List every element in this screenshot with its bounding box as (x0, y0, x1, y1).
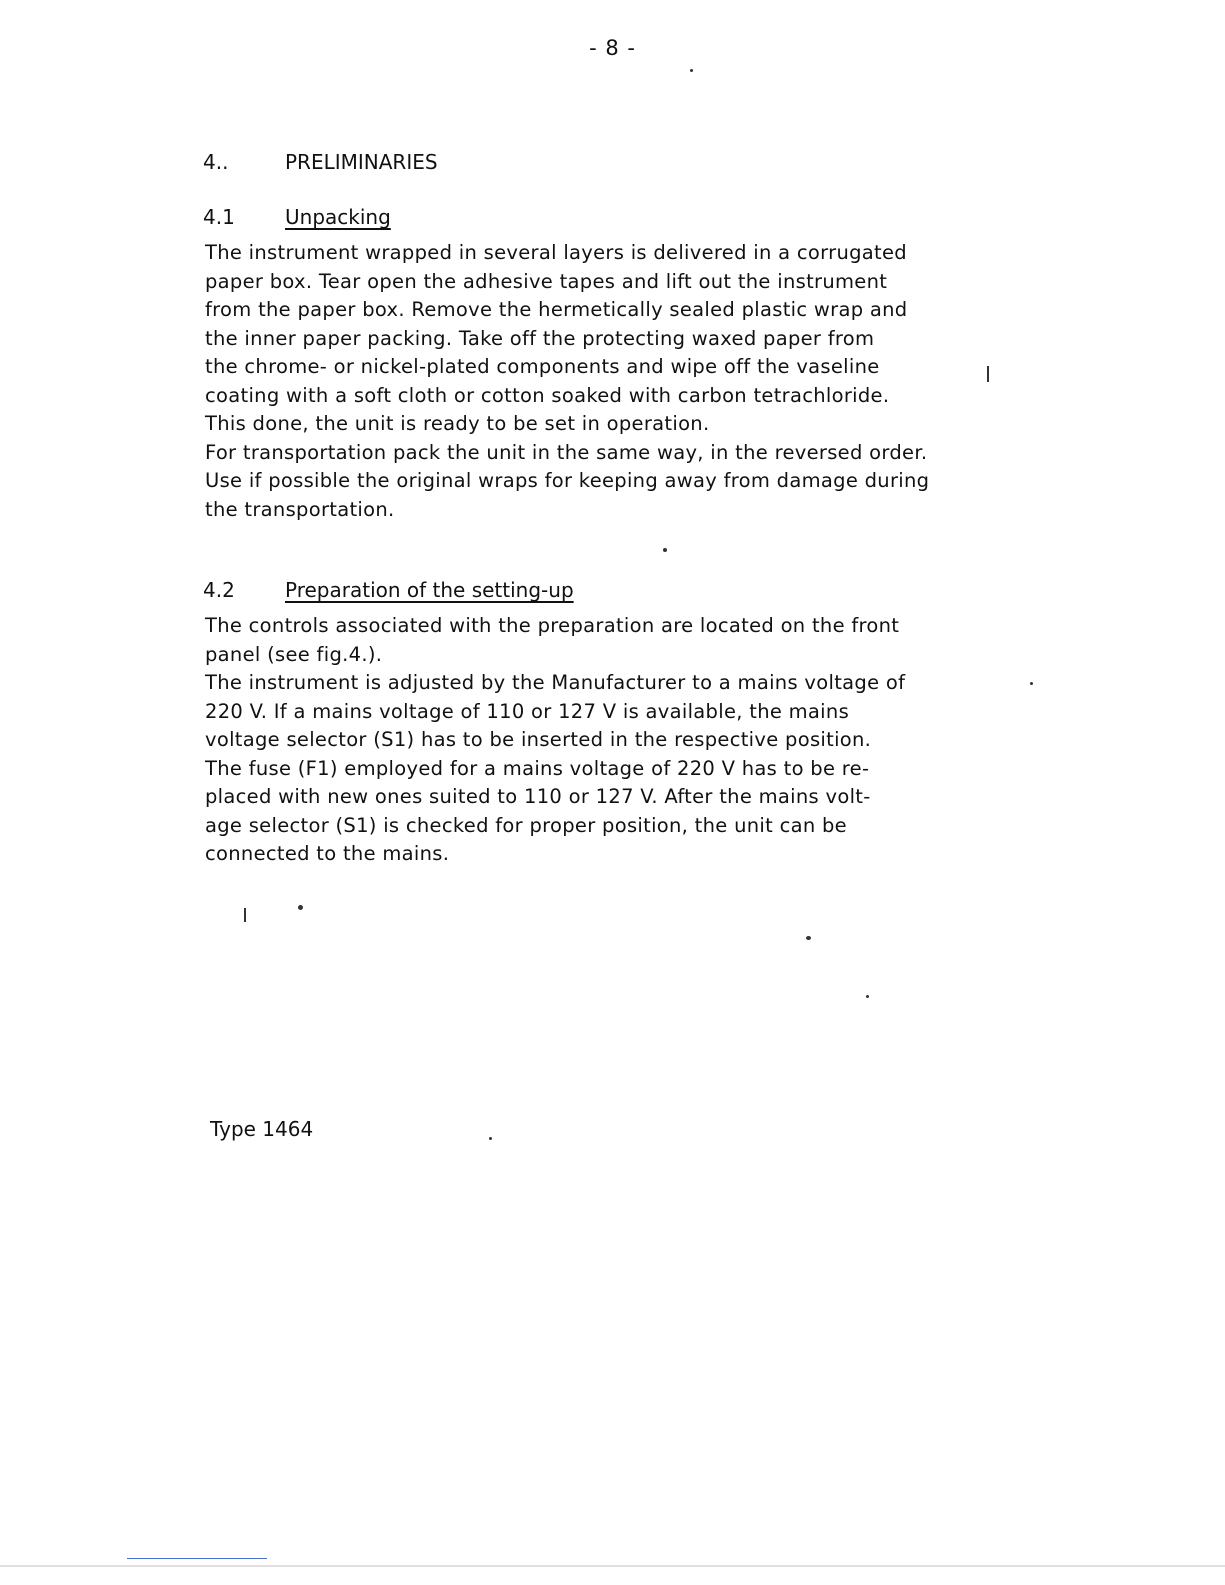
scan-speck (663, 548, 667, 552)
section-title: Unpacking (285, 205, 391, 229)
text-line: voltage selector (S1) has to be inserted in the respective position. (205, 728, 872, 751)
text-line: the chrome- or nickel-plated components and wipe off the vaseline (205, 355, 880, 378)
scan-speck (806, 936, 811, 940)
text-line: For transportation pack the unit in the same way, in the reversed order. (205, 440, 928, 464)
section-title: PRELIMINARIES (285, 150, 438, 174)
scan-speck (690, 69, 693, 72)
section-heading-unpacking (203, 205, 391, 229)
text-line: paper box. Tear open the adhesive tapes and lift out the instrument (205, 269, 888, 293)
text-line: panel (see fig.4.). (205, 642, 383, 666)
text-line: connected to the mains. (205, 842, 450, 865)
preparation-paragraph (205, 612, 1005, 869)
text-line: The instrument is adjusted by the Manufacturer to a mains voltage of (205, 671, 906, 694)
baseline-rule (0, 1565, 1225, 1567)
text-line: The instrument wrapped in several layers is delivered in a corrugated (205, 241, 907, 264)
text-line: the transportation. (205, 497, 395, 521)
text-line: The controls associated with the preparation are located on the front (205, 614, 900, 637)
bottom-rule (127, 1558, 267, 1559)
text-line: 220 V. If a mains voltage of 110 or 127 V is available, the mains (205, 699, 850, 723)
text-line: the inner paper packing. Take off the protecting waxed paper from (205, 326, 875, 350)
scan-speck (1030, 682, 1033, 685)
scan-speck (489, 1137, 492, 1140)
section-number: 4.1 (203, 205, 235, 229)
scan-speck (298, 905, 303, 910)
scan-speck (244, 908, 246, 922)
page-number: - 8 - (589, 36, 636, 60)
section-heading-preliminaries (203, 150, 438, 174)
text-line: from the paper box. Remove the hermetically sealed plastic wrap and (205, 298, 908, 321)
unpacking-paragraph (205, 239, 1005, 524)
text-line: Use if possible the original wraps for keeping away from damage during (205, 469, 930, 492)
text-line: coating with a soft cloth or cotton soaked with carbon tetrachloride. (205, 383, 890, 407)
section-title: Preparation of the setting-up (285, 578, 574, 602)
model-type-label: Type 1464 (210, 1117, 314, 1141)
text-line: This done, the unit is ready to be set in operation. (205, 412, 710, 435)
section-heading-preparation (203, 578, 574, 602)
section-number: 4.2 (203, 578, 235, 602)
section-number: 4.. (203, 150, 229, 174)
text-line: age selector (S1) is checked for proper position, the unit can be (205, 813, 847, 837)
text-line: The fuse (F1) employed for a mains voltage of 220 V has to be re- (205, 756, 870, 780)
scan-speck (987, 366, 989, 382)
scan-speck (866, 995, 869, 998)
text-line: placed with new ones suited to 110 or 127 V. After the mains volt- (205, 785, 871, 808)
